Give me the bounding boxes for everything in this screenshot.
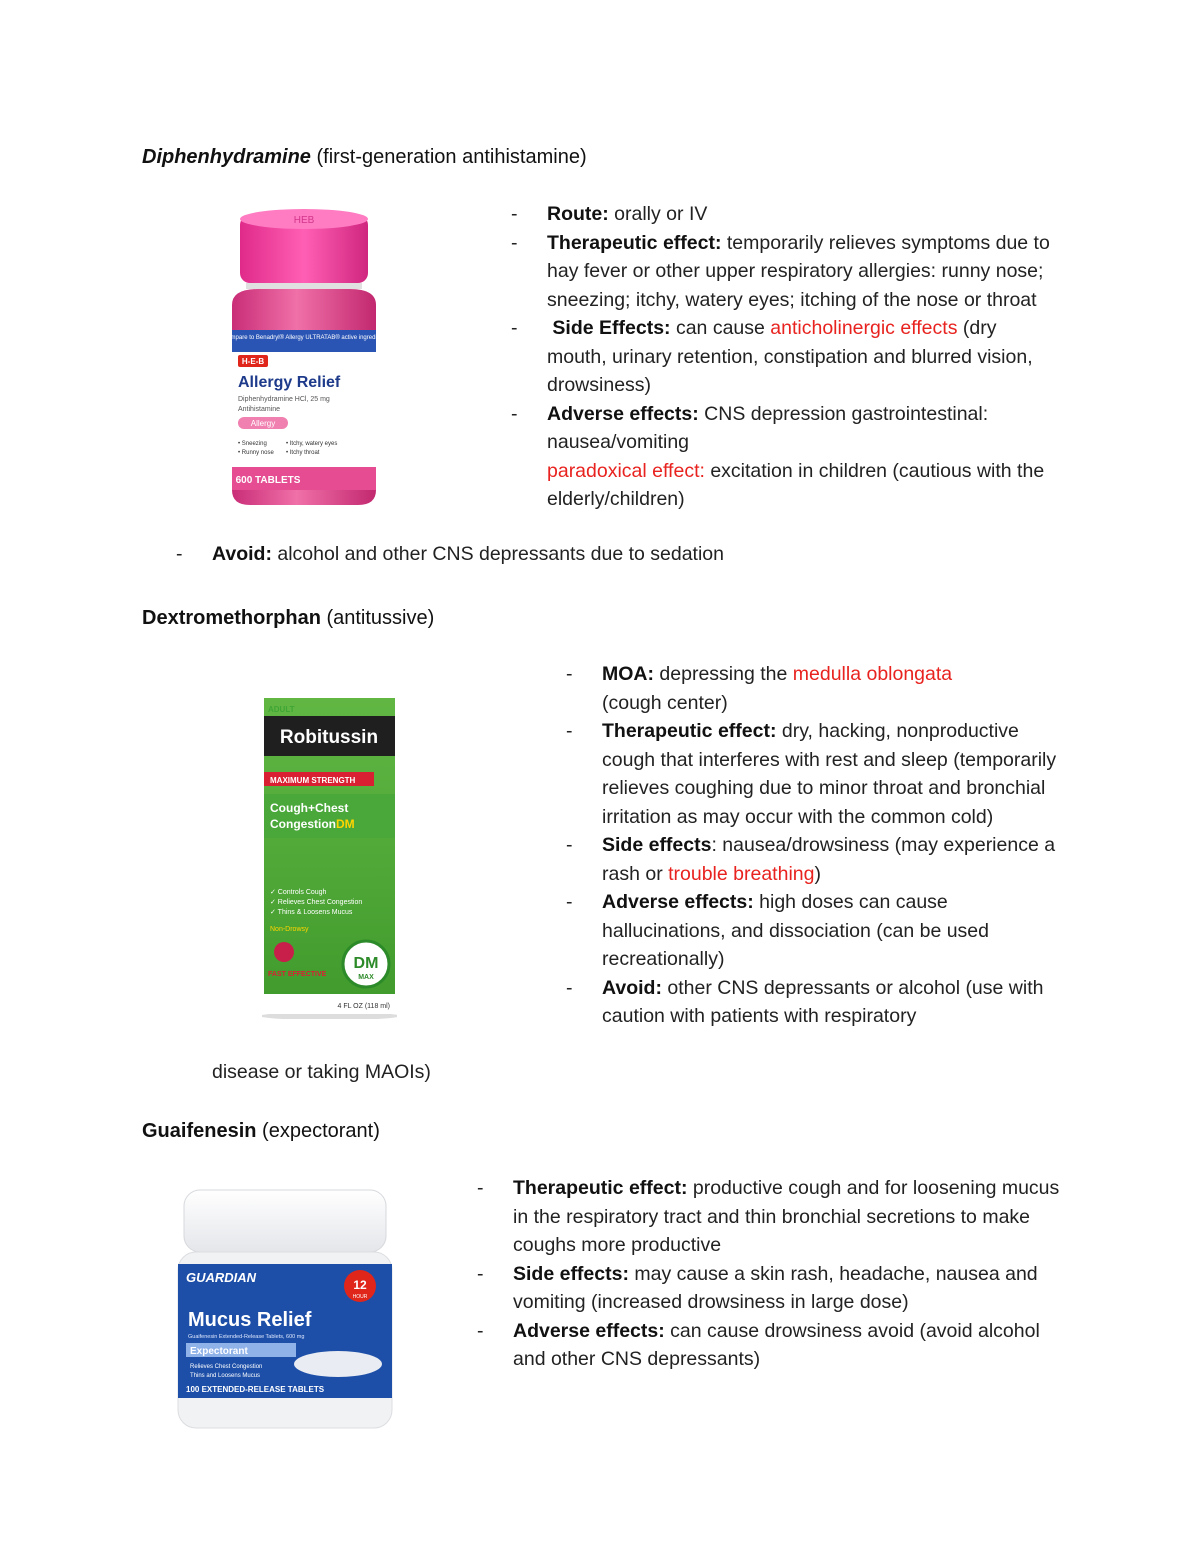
allergy-pill: Allergy: [250, 419, 276, 428]
compare-band-text: Compare to Benadryl® Allergy ULTRATAB® active ingredient: [222, 335, 386, 341]
raspberry-icon: [274, 942, 294, 962]
medulla-highlight: medulla oblongata: [792, 663, 953, 685]
label-desc: Thins and Loosens Mucus: [190, 1373, 261, 1379]
list-item: [566, 974, 1066, 1031]
route-label: Route:: [547, 203, 609, 225]
moa-text-post: (cough center): [602, 691, 728, 714]
side-text: : nausea/drowsiness (may experience a rash or: [602, 834, 1056, 885]
fast-effective-text: FAST EFFECTIVE: [268, 971, 327, 978]
list-item: [176, 540, 1076, 569]
product-dm: DM: [336, 817, 355, 831]
avoid-continuation: disease or taking MAOIs): [212, 1061, 431, 1083]
side-text: may cause a skin rash, headache, nausea and vomiting (increased drowsiness in large dose): [513, 1262, 1038, 1313]
guaifenesin-list: [477, 1174, 1067, 1374]
therapeutic-text: dry, hacking, nonproductive cough that interferes with rest and sleep (temporarily relieves coughing due to minor throat and bronchial irritation as may occur with the common cold): [602, 720, 1057, 828]
adverse-text: can cause drowsiness avoid (avoid alcohol and other CNS depressants): [513, 1319, 1040, 1370]
paradoxical-text: excitation in children (cautious with the elderly/children): [547, 459, 1045, 510]
badge-max: MAX: [358, 974, 374, 981]
relieves-item: • Itchy, watery eyes: [286, 441, 338, 447]
list-item: [511, 314, 1056, 400]
avoid-label: Avoid:: [602, 976, 662, 999]
drug-name: Diphenhydramine: [142, 146, 311, 168]
tablet-illustration: [294, 1351, 382, 1377]
trouble-breathing-highlight: trouble breathing: [668, 862, 815, 885]
moa-label: MOA:: [602, 663, 654, 685]
avoid-text: other CNS depressants or alcohol (use with caution with patients with respiratory: [602, 976, 1044, 1027]
product-line-2: [270, 817, 355, 831]
product-line-2-text: Congestion: [270, 817, 336, 831]
heb-logo: H-E-B: [241, 357, 265, 366]
dextromethorphan-heading: [142, 607, 434, 630]
side-text-post: (dry mouth, urinary retention, constipation and blurred vision, drowsiness): [547, 317, 1033, 396]
brand-logo: GUARDIAN: [186, 1270, 257, 1285]
box-bullet: ✓ Controls Cough: [270, 889, 327, 896]
therapeutic-label: Therapeutic effect:: [602, 720, 777, 742]
dextromethorphan-list: [566, 660, 1066, 1031]
drug-category: (antitussive): [326, 607, 435, 629]
route-text: orally or IV: [608, 203, 708, 225]
list-item: [511, 400, 1056, 514]
badge-number: 12: [353, 1278, 367, 1292]
volume-text: 4 FL OZ (118 ml): [337, 1003, 390, 1010]
label-title: Allergy Relief: [238, 374, 341, 391]
box-bullet: ✓ Thins & Loosens Mucus: [270, 909, 353, 916]
diphenhydramine-avoid-list: [176, 540, 1076, 569]
list-item: [566, 831, 1066, 888]
product-line-1: Cough+Chest: [270, 801, 349, 815]
adverse-text: high doses can cause hallucinations, and dissociation (can be used recreationally): [602, 891, 990, 970]
diphenhydramine-heading: [142, 146, 587, 169]
cap: [184, 1190, 386, 1252]
relieves-item: • Sneezing: [238, 441, 267, 447]
cap-text: HEB: [293, 215, 315, 226]
list-item: [477, 1260, 1067, 1317]
adverse-label: Adverse effects:: [602, 891, 754, 913]
strength-text: MAXIMUM STRENGTH: [270, 776, 356, 785]
avoid-label: Avoid:: [212, 543, 272, 565]
allergy-relief-bottle-image: [218, 205, 388, 510]
robitussin-box-image: [262, 684, 397, 1019]
non-drowsy-text: Non-Drowsy: [270, 926, 309, 933]
list-item: [477, 1174, 1067, 1260]
brand-logo: Robitussin: [279, 727, 379, 748]
drug-category: (expectorant): [262, 1120, 380, 1142]
badge-text: HOUR: [352, 1294, 368, 1300]
drug-name: Guaifenesin: [142, 1120, 257, 1142]
label-subtitle: Diphenhydramine HCl, 25 mg: [238, 396, 330, 403]
therapeutic-text: productive cough and for loosening mucus in the respiratory tract and thin bronchial secretions to make coughs more productive: [513, 1177, 1060, 1256]
therapeutic-label: Therapeutic effect:: [513, 1177, 688, 1199]
tablet-count: 600 TABLETS: [235, 475, 301, 486]
box-bullet: ✓ Relieves Chest Congestion: [270, 899, 363, 906]
list-item: [566, 660, 1066, 717]
badge-dm: DM: [353, 955, 379, 972]
expectorant-label: Expectorant: [190, 1346, 248, 1357]
list-item: [511, 200, 1056, 229]
anticholinergic-highlight: anticholinergic effects: [770, 317, 958, 339]
adult-text: ADULT: [268, 705, 295, 714]
moa-text: depressing the: [654, 663, 793, 685]
tablet-count: 100 EXTENDED-RELEASE TABLETS: [186, 1385, 325, 1394]
adverse-label: Adverse effects:: [513, 1319, 665, 1342]
diphenhydramine-list: [511, 200, 1056, 514]
side-label: Side effects: [602, 834, 712, 856]
label-subtitle2: Antihistamine: [238, 406, 281, 413]
label-subtitle: Guaifenesin Extended-Release Tablets, 600 mg: [188, 1334, 305, 1340]
list-item: [566, 888, 1066, 974]
paradoxical-highlight: paradoxical effect:: [547, 459, 705, 482]
side-label: Side Effects:: [552, 317, 671, 339]
label-title: Mucus Relief: [188, 1309, 312, 1331]
side-text: can cause: [670, 317, 771, 339]
adverse-label: Adverse effects:: [547, 402, 699, 425]
side-label: Side effects:: [513, 1262, 629, 1285]
drug-category: (first-generation antihistamine): [316, 146, 587, 168]
list-item: [477, 1317, 1067, 1374]
guaifenesin-heading: [142, 1120, 380, 1143]
mucus-relief-bottle-image: [170, 1186, 400, 1431]
list-item: [566, 717, 1066, 831]
drug-name: Dextromethorphan: [142, 607, 321, 629]
therapeutic-text: temporarily relieves symptoms due to hay fever or other upper respiratory allergies: runny nose; sneezing; itchy, watery eyes; itching of the nose or throat: [547, 231, 1050, 311]
therapeutic-label: Therapeutic effect:: [547, 231, 722, 254]
list-item: [511, 229, 1056, 315]
relieves-item: • Itchy throat: [286, 450, 320, 456]
adverse-text: CNS depression gastrointestinal: nausea/vomiting: [547, 402, 989, 453]
relieves-item: • Runny nose: [238, 450, 274, 456]
side-text-post: ): [814, 862, 821, 885]
label-desc: Relieves Chest Congestion: [190, 1364, 263, 1370]
avoid-text: alcohol and other CNS depressants due to sedation: [271, 543, 724, 565]
